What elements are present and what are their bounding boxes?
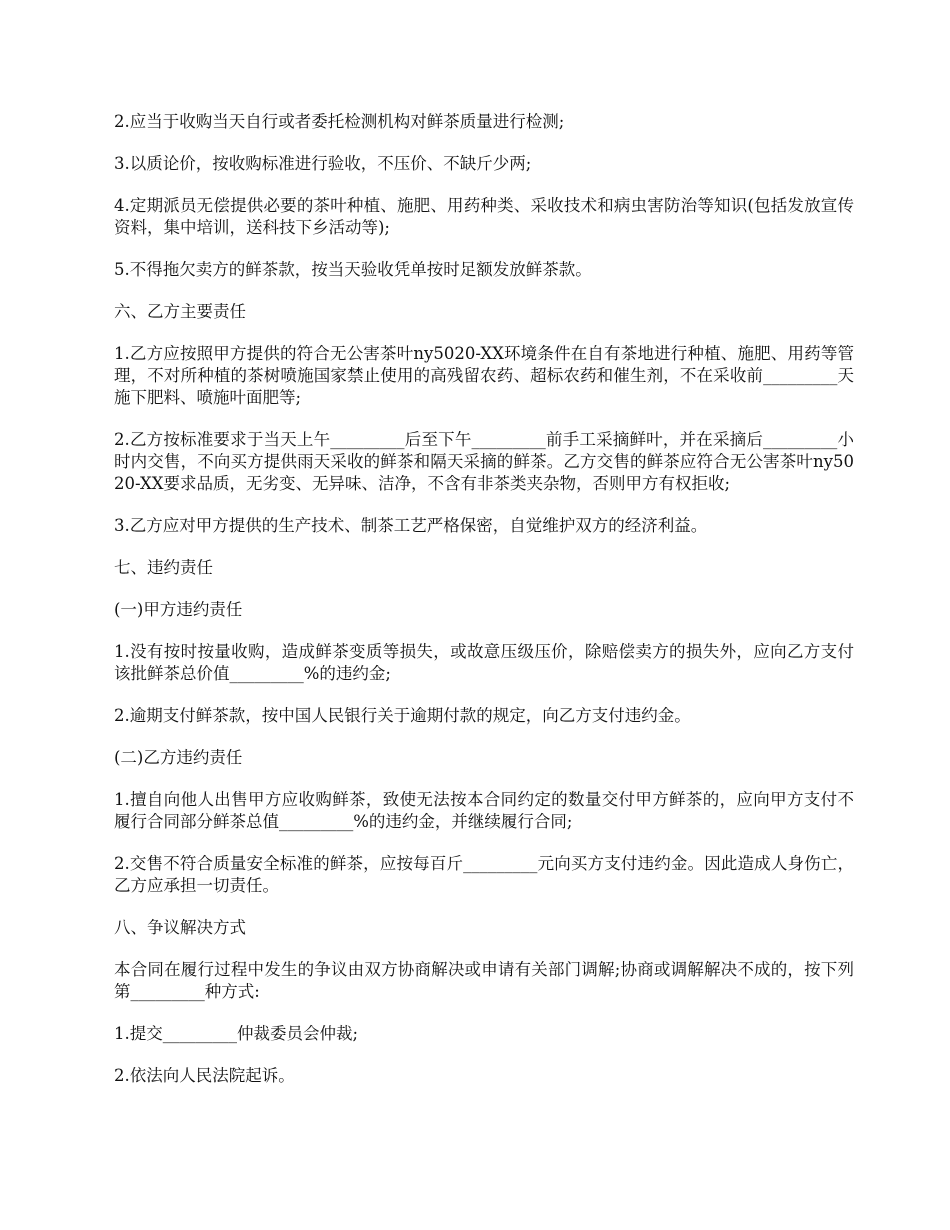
section-heading-liability: 七、违约责任 xyxy=(114,558,213,577)
subheading-party-a-liability: (一)甲方违约责任 xyxy=(114,600,243,619)
dispute-option-1: 1.提交_________仲裁委员会仲裁; xyxy=(114,1024,359,1043)
clause-4-technical-support: 4.定期派员无偿提供必要的茶叶种植、施肥、用药种类、采收技术和病虫害防治等知识(包括发放宣传资料，集中培训，送科技下乡活动等); xyxy=(114,196,854,237)
dispute-intro: 本合同在履行过程中发生的争议由双方协商解决或申请有关部门调解;协商或调解解决不成的，按下列第_________种方式: xyxy=(114,960,854,1001)
dispute-option-2: 2.依法向人民法院起诉。 xyxy=(114,1066,295,1085)
document-body xyxy=(114,111,854,1107)
party-b-liability-clause-2: 2.交售不符合质量安全标准的鲜茶，应按每百斤_________元向买方支付违约金。因此造成人身伤亡，乙方应承担一切责任。 xyxy=(114,854,854,895)
section-heading-dispute-resolution: 八、争议解决方式 xyxy=(114,918,246,937)
clause-3-quality-pricing: 3.以质论价，按收购标准进行验收，不压价、不缺斤少两; xyxy=(114,154,532,173)
party-b-clause-3: 3.乙方应对甲方提供的生产技术、制茶工艺严格保密，自觉维护双方的经济利益。 xyxy=(114,516,708,535)
party-b-clause-1: 1.乙方应按照甲方提供的符合无公害茶叶ny5020-XX环境条件在自有茶地进行种植、施肥、用药等管理，不对所种植的茶树喷施国家禁止使用的高残留农药、超标农药和催生剂，不在采收前_________天施下肥料、喷施叶面肥等; xyxy=(114,344,854,407)
clause-2-inspection: 2.应当于收购当天自行或者委托检测机构对鲜茶质量进行检测; xyxy=(114,112,565,131)
section-heading-party-b-duties: 六、乙方主要责任 xyxy=(114,302,246,321)
subheading-party-b-liability: (二)乙方违约责任 xyxy=(114,748,243,767)
clause-5-payment: 5.不得拖欠卖方的鲜茶款，按当天验收凭单按时足额发放鲜茶款。 xyxy=(114,260,592,279)
party-b-clause-2: 2.乙方按标准要求于当天上午_________后至下午_________前手工采摘鲜叶，并在采摘后_________小时内交售，不向买方提供雨天采收的鲜茶和隔天采摘的鲜茶。乙方交售的鲜茶应符合无公害茶叶ny5020-XX要求品质，无劣变、无异味、洁净，不含有非茶类夹杂物，否则甲方有权拒收; xyxy=(114,430,854,493)
party-b-liability-clause-1: 1.擅自向他人出售甲方应收购鲜茶，致使无法按本合同约定的数量交付甲方鲜茶的，应向甲方支付不履行合同部分鲜茶总值_________%的违约金，并继续履行合同; xyxy=(114,790,854,831)
party-a-liability-clause-1: 1.没有按时按量收购，造成鲜茶变质等损失，或故意压级压价，除赔偿卖方的损失外，应向乙方支付该批鲜茶总价值_________%的违约金; xyxy=(114,642,854,683)
party-a-liability-clause-2: 2.逾期支付鲜茶款，按中国人民银行关于逾期付款的规定，向乙方支付违约金。 xyxy=(114,706,691,725)
